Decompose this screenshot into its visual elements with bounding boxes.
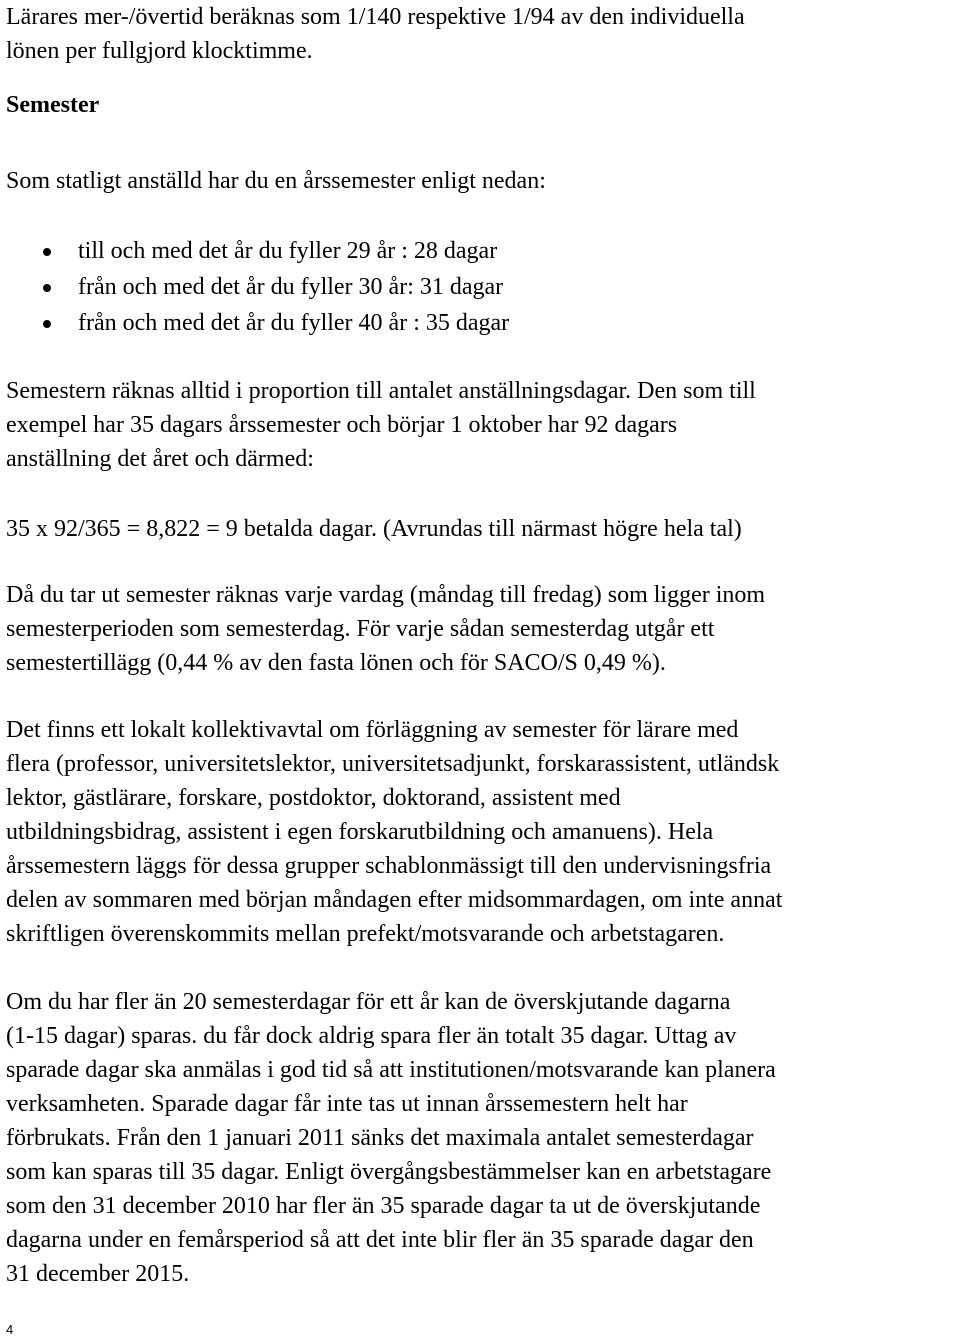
bullet-icon — [43, 320, 51, 328]
list-item-text: till och med det år du fyller 29 år : 28 dagar — [78, 238, 498, 264]
text-line: Lärares mer-/övertid beräknas som 1/140 respektive 1/94 av den individuella — [6, 4, 745, 30]
text-line: delen av sommaren med början måndagen efter midsommardagen, om inte annat — [6, 887, 783, 913]
intro-paragraph: Som statligt anställd har du en årssemester enligt nedan: — [6, 168, 546, 194]
list-item-text: från och med det år du fyller 40 år : 35 dagar — [78, 310, 510, 336]
text-line: anställning det året och därmed: — [6, 446, 314, 472]
text-line: Då du tar ut semester räknas varje vardag (måndag till fredag) som ligger inom — [6, 582, 766, 608]
bullet-icon — [43, 248, 51, 256]
text-line: exempel har 35 dagars årssemester och börjar 1 oktober har 92 dagars — [6, 412, 678, 438]
vacation-supplement-paragraph — [6, 578, 765, 680]
page-number: 4 — [6, 1322, 14, 1337]
list-item — [6, 234, 509, 270]
text-line: (1-15 dagar) sparas. du får dock aldrig spara fler än totalt 35 dagar. Uttag av — [6, 1023, 737, 1049]
text-line: 31 december 2015. — [6, 1261, 190, 1287]
text-line: skriftligen överenskommits mellan prefekt/motsvarande och arbetstagaren. — [6, 921, 725, 947]
text-line: lektor, gästlärare, forskare, postdoktor, doktorand, assistent med — [6, 785, 621, 811]
text-line: som kan sparas till 35 dagar. Enligt övergångsbestämmelser kan en arbetstagare — [6, 1159, 772, 1185]
list-item — [6, 270, 509, 306]
list-item-text: från och med det år du fyller 30 år: 31 dagar — [78, 274, 504, 300]
text-line: semesterperioden som semesterdag. För varje sådan semesterdag utgår ett — [6, 616, 715, 642]
text-line: Det finns ett lokalt kollektivavtal om förläggning av semester för lärare med — [6, 717, 739, 743]
bullet-icon — [43, 284, 51, 292]
text-line: årssemestern läggs för dessa grupper schablonmässigt till den undervisningsfria — [6, 853, 772, 879]
text-line: utbildningsbidrag, assistent i egen forskarutbildning och amanuens). Hela — [6, 819, 714, 845]
text-line: Om du har fler än 20 semesterdagar för ett år kan de överskjutande dagarna — [6, 989, 731, 1015]
saved-days-paragraph — [6, 985, 776, 1291]
text-line: Semestern räknas alltid i proportion till antalet anställningsdagar. Den som till — [6, 378, 756, 404]
list-item — [6, 306, 509, 342]
calculation-paragraph — [6, 512, 742, 546]
text-line: 35 x 92/365 = 8,822 = 9 betalda dagar. (Avrundas till närmast högre hela tal) — [6, 516, 742, 542]
text-line: flera (professor, universitetslektor, universitetsadjunkt, forskarassistent, utländsk — [6, 751, 780, 777]
text-line: semestertillägg (0,44 % av den fasta lönen och för SACO/S 0,49 %). — [6, 650, 666, 676]
section-heading: Semester — [6, 92, 100, 118]
text-line: som den 31 december 2010 har fler än 35 sparade dagar ta ut de överskjutande — [6, 1193, 761, 1219]
text-line: verksamheten. Sparade dagar får inte tas ut innan årssemestern helt har — [6, 1091, 688, 1117]
overtime-paragraph — [6, 0, 745, 68]
text-line: förbrukats. Från den 1 januari 2011 sänks det maximala antalet semesterdagar — [6, 1125, 754, 1151]
text-line: dagarna under en femårsperiod så att det inte blir fler än 35 sparade dagar den — [6, 1227, 754, 1253]
text-line: sparade dagar ska anmälas i god tid så att institutionen/motsvarande kan planera — [6, 1057, 776, 1083]
proportion-paragraph — [6, 374, 756, 476]
text-line: lönen per fullgjord klocktimme. — [6, 38, 313, 64]
collective-agreement-paragraph — [6, 713, 782, 951]
vacation-days-list — [6, 234, 509, 342]
